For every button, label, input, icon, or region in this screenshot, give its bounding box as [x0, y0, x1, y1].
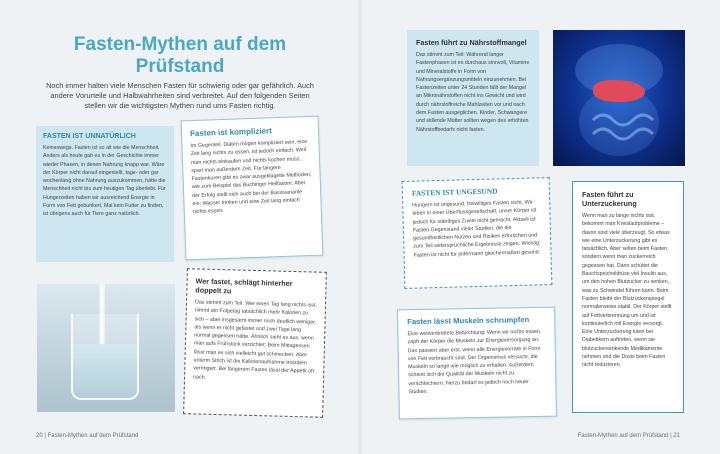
box-body: Das stimmt zum Teil. Wer einen Tag lang nichts isst, nimmt am Folgetag tatsächlich mehr Kalorien zu sich – aber insgesamt immer noch deutlich weniger, als wenn er nicht gefastet und zwei Tage lang normal gegessen hätte. Ähnlich sieht es aus, wenn man aufs Frühstück verzichtet: Beim Mittagessen lässt man es sich vielleicht gut schmecken. Aber unterm Strich ist die Kalorienaufnahme trotzdem verringert. Bei längerem Fasten lässt der Appetit oft nach. [193, 299, 317, 381]
box-body: Das stimmt zum Teil: Während langer Fastenphasen ist es durchaus sinnvoll, Vitamine und Mineralstoffe in Form von Nahrungsergänzungsmitteln einzunehmen. Bei Fastenzeiten unter 24 Stunden fällt der Mangel an Mikronährstoffen nicht ins Gewicht und wird durch nährstoffreiche Mahlzeiten vor und nach dem Fasten ausgeglichen. Kinder, Schwangere und stillende Mütter sollten wegen des erhöhten Nährstoffbedarfs nicht fasten. [416, 52, 530, 133]
box-unnatuerlich [36, 126, 174, 262]
box-heading: Fasten führt zu Nährstoffmangel [416, 38, 527, 47]
box-heading: FASTEN IST UNNATÜRLICH [43, 133, 136, 140]
anatomy-photo [553, 30, 685, 166]
box-mangel [407, 30, 539, 166]
right-page [360, 0, 720, 454]
glass-icon [71, 314, 139, 400]
page-footer-right: Fasten-Mythen auf dem Prüfstand | 21 [577, 433, 680, 439]
page-title: Fasten-Mythen auf dem Prüfstand [73, 34, 287, 77]
pancreas-icon [593, 80, 645, 102]
box-heading: Wer fastet, schlägt hinterher doppelt zu [195, 276, 293, 296]
box-doppelt [183, 268, 327, 418]
box-unterzuckerung [572, 181, 684, 413]
box-body: Eine weitverbreitete Befürchtung: Wenn wir nichts essen, zapft der Körper die Muskeln zur Energieversorgung an. Das passiert aber erst, wenn alle Energievorräte in Form von Fett verbraucht sind. Der Organismus versucht, die Muskeln so lange wie möglich zu erhalten. Außerdem scheint sich die Qualität der Muskeln nicht zu verschlechtern; hierzu bedarf es jedoch noch neuer Studien. [407, 328, 542, 396]
box-body: Im Gegenteil. Diäten mögen kompliziert sein, eine Zeit lang nichts zu essen, ist jedoch einfach. Weil man nichts einkaufen und nichts kochen muss, spart man außerdem Zeit. Für längere Fastenkuren gibt es zwar ausgeklügelte Methoden, wie zum Beispiel das Buchinger Heilfasten. Aber der Erfolg stellt sich auch bei der Basisvariante ein: Wasser trinken und eine Zeit lang einfach nichts essen. [190, 139, 312, 216]
box-body: Hungern ist ungesund, freiwilliges Fasten nicht. Wir leben in einer Überflussgesellschaft, unser Körper ist jedoch für ständiges Zuviel nicht gemacht. Aktuell ist Fasten Gegenstand vieler Studien, die die gesundheitlichen Nutzen und Risiken erforschen und zum Teil widersprüchliche Ergebnisse zeigen. Wichtig: Fasten ist nicht für jedermann gleichermaßen gesund. [412, 199, 541, 259]
box-ungesund [402, 177, 553, 289]
page-footer-left: 20 | Fasten-Mythen auf dem Prüfstand [36, 433, 139, 439]
water-glass-photo [37, 284, 175, 412]
box-body: Wenn man zu lange nichts isst, bekommt man Kreislaufprobleme – davon sind viele überzeugt. So etwas wie eine Unterzuckerung gibt es tatsächlich. Aber selten beim Fasten, sondern wenn man zuckerreich gegessen hat. Dann schüttet die Bauchspeicheldrüse viel Insulin aus, um den hohen Blutzucker zu senken, was zu Schwindel führen kann. Beim Fasten bleibt der Blutzuckerspiegel normalerweise stabil. Der Körper stellt auf Fettverbrennung um und ist kontinuierlich mit Energie versorgt. Eine Unterzuckerung kann bei Diabetikern auftreten, wenn sie blutzuckersenkende Medikamente nehmen und die Dosis beim Fasten nicht reduzieren. [582, 213, 672, 369]
box-heading: Fasten führt zu Unterzuckerung [582, 190, 637, 208]
box-muskeln [397, 307, 557, 420]
box-heading: Fasten lässt Muskeln schrumpfen [407, 315, 530, 327]
box-body: Keineswegs. Fasten ist so alt wie die Menschheit. Anders als heute gab es in der Geschichte immer wieder Phasen, in denen Nahrung knapp war. Wäre der Körper nicht darauf eingestellt, tage- oder gar wochenlang ohne Nahrung auszukommen, hätte die Menschheit nicht bis zum heutigen Tag überlebt. Für Hungerzeiten haben wir ausreichend Energie in Form von Fett gebunkert. Mal kein Futter zu finden, ist übrigens auch für Tiere ganz natürlich. [43, 145, 166, 218]
box-heading: FASTEN IST UNGESUND [411, 186, 498, 198]
box-kompliziert [181, 116, 324, 261]
intro-text: Noch immer halten viele Menschen Fasten für schwierig oder gar gefährlich. Auch andere Vorurteile und Halbwahrheiten sind verbreitet. Auf den folgenden Seiten stellen wir die wichtigsten Mythen rund ums Fasten richtig. [46, 81, 314, 110]
box-heading: Fasten ist kompliziert [189, 126, 272, 139]
